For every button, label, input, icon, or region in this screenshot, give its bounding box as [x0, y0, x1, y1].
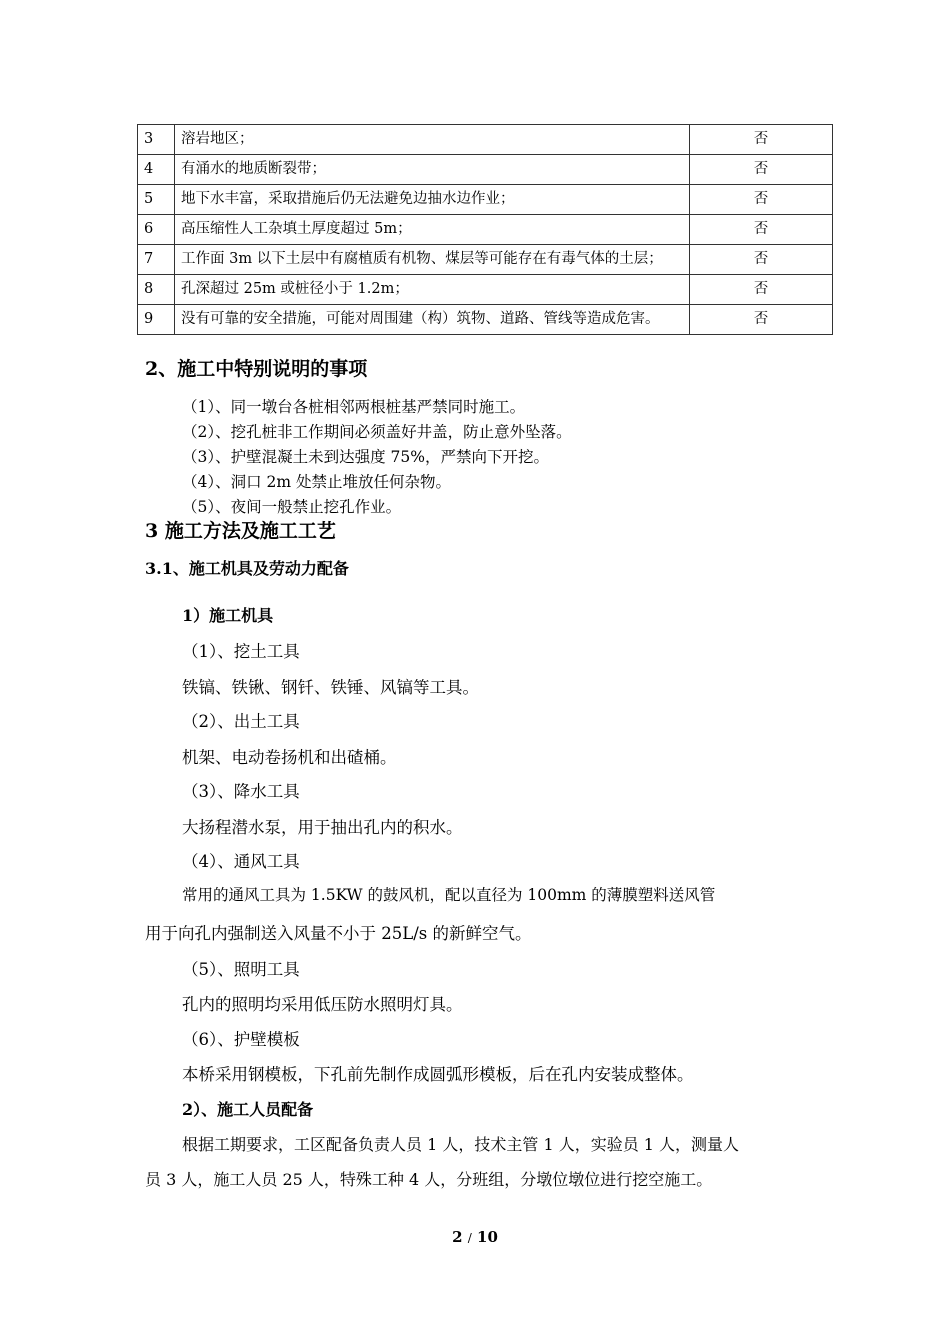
page-number: [0, 1228, 950, 1246]
row-answer: 否: [690, 125, 833, 155]
row-answer: 否: [690, 185, 833, 215]
tool-title: （2）、出土工具: [182, 712, 300, 731]
tool-title: （3）、降水工具: [182, 782, 300, 801]
table-row: [138, 125, 833, 155]
note-item: （1）、同一墩台各桩相邻两根桩基严禁同时施工。: [182, 398, 526, 416]
section-3-1-heading: 3.1、施工机具及劳动力配备: [145, 559, 349, 578]
tool-description: 常用的通风工具为 1.5KW 的鼓风机，配以直径为 100mm 的薄膜塑料送风管: [182, 886, 716, 904]
tool-description: 机架、电动卷扬机和出碴桶。: [182, 748, 397, 767]
section-3-heading: 3 施工方法及施工工艺: [145, 520, 336, 542]
table-row: [138, 275, 833, 305]
row-condition: 孔深超过 25m 或桩径小于 1.2m；: [175, 275, 690, 305]
tool-description: 孔内的照明均采用低压防水照明灯具。: [182, 995, 463, 1014]
tool-title: （6）、护壁模板: [182, 1030, 300, 1049]
row-condition: 高压缩性人工杂填土厚度超过 5m；: [175, 215, 690, 245]
page-separator: /: [467, 1231, 472, 1245]
tool-description: 用于向孔内强制送入风量不小于 25L/s 的新鲜空气。: [145, 924, 532, 943]
row-answer: 否: [690, 305, 833, 335]
row-answer: 否: [690, 215, 833, 245]
total-pages: 10: [477, 1228, 498, 1246]
row-condition: 没有可靠的安全措施，可能对周围建（构）筑物、道路、管线等造成危害。: [175, 305, 690, 335]
row-number: 9: [138, 305, 175, 335]
row-condition: 工作面 3m 以下土层中有腐植质有机物、煤层等可能存在有毒气体的土层；: [175, 245, 690, 275]
tool-description: 本桥采用钢模板，下孔前先制作成圆弧形模板，后在孔内安装成整体。: [182, 1065, 694, 1084]
row-answer: 否: [690, 245, 833, 275]
row-answer: 否: [690, 275, 833, 305]
tool-title: （1）、挖土工具: [182, 642, 300, 661]
row-answer: 否: [690, 155, 833, 185]
risk-table: [137, 124, 833, 335]
row-number: 8: [138, 275, 175, 305]
table-row: [138, 155, 833, 185]
tools-heading: 1）施工机具: [182, 606, 274, 625]
tool-description: 大扬程潜水泵，用于抽出孔内的积水。: [182, 818, 463, 837]
table-row: [138, 185, 833, 215]
tool-description: 铁镐、铁锹、钢钎、铁锤、风镐等工具。: [182, 678, 479, 697]
note-item: （2）、挖孔桩非工作期间必须盖好井盖，防止意外坠落。: [182, 423, 572, 441]
note-item: （5）、夜间一般禁止挖孔作业。: [182, 498, 402, 516]
table-row: [138, 215, 833, 245]
row-condition: 溶岩地区；: [175, 125, 690, 155]
note-item: （4）、洞口 2m 处禁止堆放任何杂物。: [182, 473, 452, 491]
tool-title: （5）、照明工具: [182, 960, 300, 979]
row-number: 3: [138, 125, 175, 155]
staff-description: 根据工期要求，工区配备负责人员 1 人，技术主管 1 人，实验员 1 人，测量人: [182, 1135, 740, 1154]
table-row: [138, 245, 833, 275]
tool-title: （4）、通风工具: [182, 852, 300, 871]
section-2-heading: 2、施工中特别说明的事项: [145, 358, 368, 380]
staff-heading: 2）、施工人员配备: [182, 1100, 314, 1119]
current-page: 2: [452, 1228, 463, 1246]
row-condition: 有涌水的地质断裂带；: [175, 155, 690, 185]
row-number: 6: [138, 215, 175, 245]
row-number: 5: [138, 185, 175, 215]
row-condition: 地下水丰富，采取措施后仍无法避免边抽水边作业；: [175, 185, 690, 215]
note-item: （3）、护壁混凝土未到达强度 75%，严禁向下开挖。: [182, 448, 549, 466]
row-number: 7: [138, 245, 175, 275]
row-number: 4: [138, 155, 175, 185]
staff-description: 员 3 人，施工人员 25 人，特殊工种 4 人，分班组，分墩位墩位进行挖空施工。: [145, 1170, 713, 1189]
table-row: [138, 305, 833, 335]
